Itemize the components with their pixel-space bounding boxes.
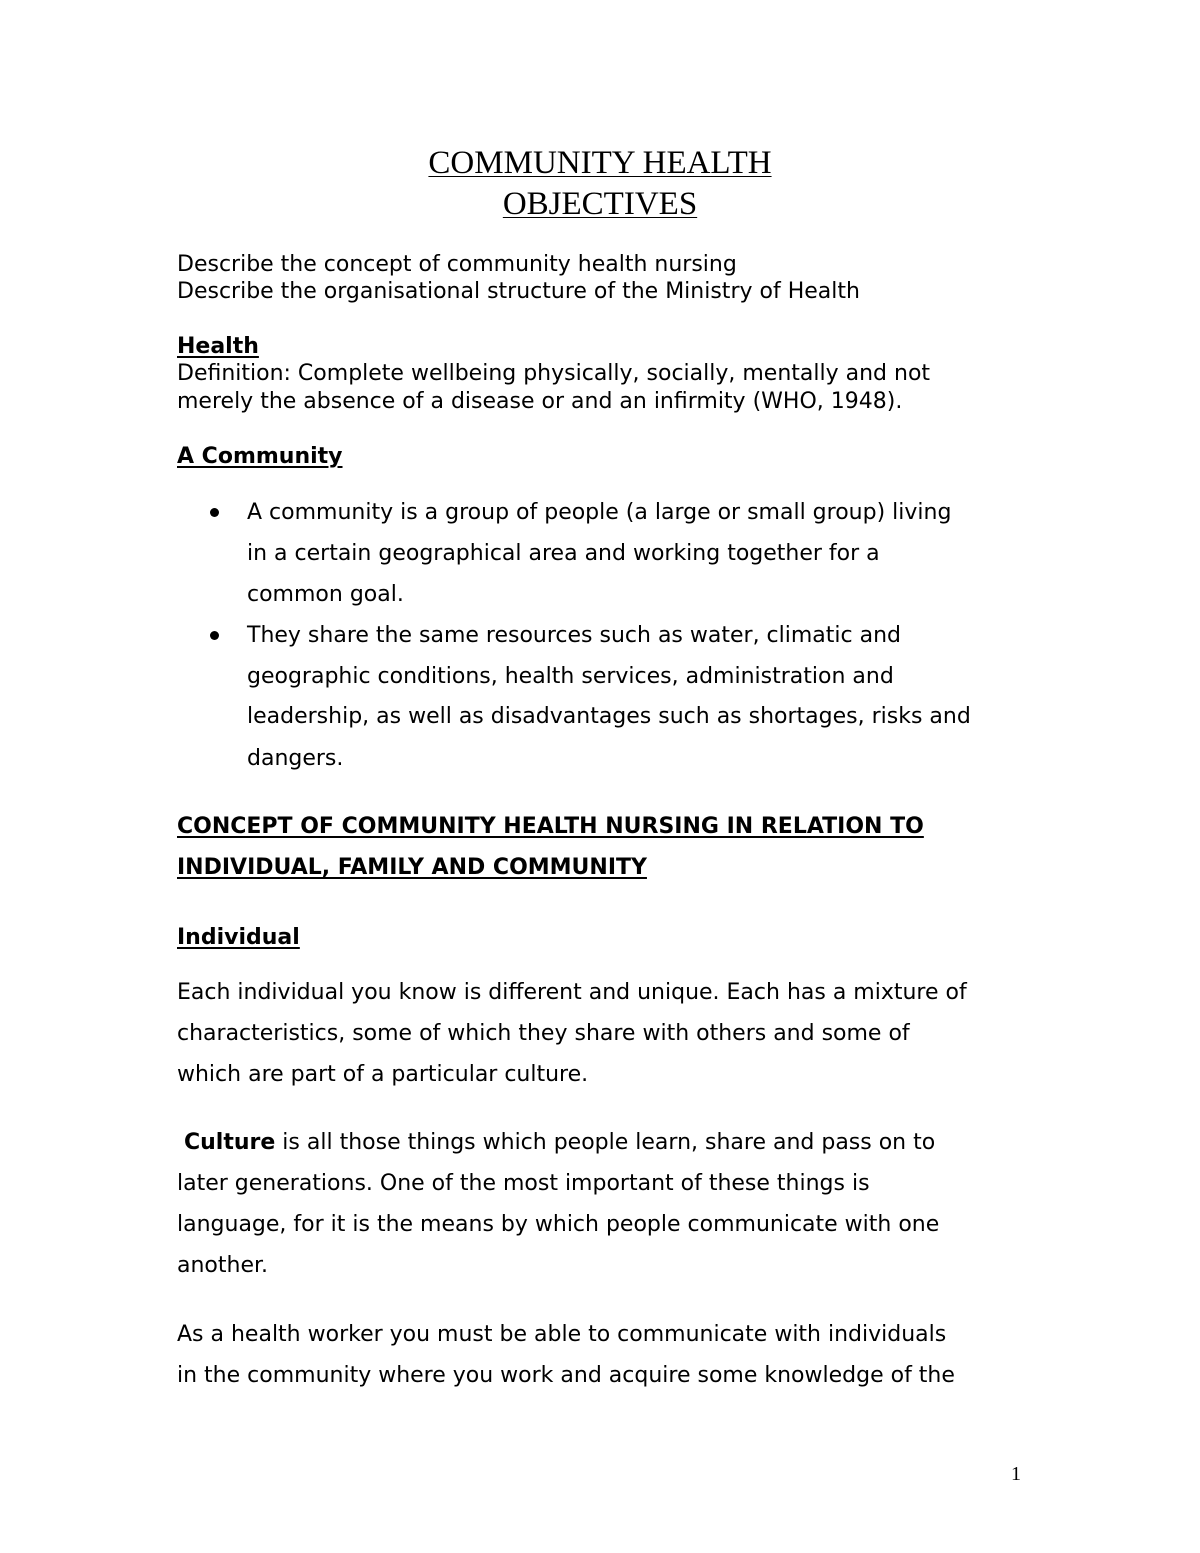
culture-paragraph-line: language, for it is the means by which people communicate with one [177,1212,940,1237]
community-bullet-line: leadership, as well as disadvantages such as shortages, risks and [247,704,971,729]
community-bullet-line: in a certain geographical area and working together for a [247,541,880,566]
concept-heading: CONCEPT OF COMMUNITY HEALTH NURSING IN RELATION TO [177,814,924,839]
community-bullet-line: geographic conditions, health services, administration and [247,664,894,689]
individual-paragraph-line: characteristics, some of which they share with others and some of [177,1021,910,1046]
health-heading: Health [177,334,259,359]
community-bullet-line: dangers. [247,746,344,771]
community-bullet-line: A community is a group of people (a large or small group) living [247,500,952,525]
culture-term: Culture [184,1130,276,1155]
culture-definition: is all those things which people learn, share and pass on to [275,1130,936,1155]
page-number: 1 [1011,1463,1021,1485]
culture-paragraph-line: later generations. One of the most important of these things is [177,1171,870,1196]
health-definition-line: Definition: Complete wellbeing physically, socially, mentally and not [177,361,931,386]
individual-paragraph-line: which are part of a particular culture. [177,1062,589,1087]
concept-heading: INDIVIDUAL, FAMILY AND COMMUNITY [177,855,647,880]
document-title: COMMUNITY HEALTH [428,145,772,181]
individual-paragraph-line: Each individual you know is different and unique. Each has a mixture of [177,980,967,1005]
culture-paragraph-line: another. [177,1253,269,1278]
objective-item: Describe the concept of community health nursing [177,252,737,277]
objectives-title: OBJECTIVES [502,186,698,222]
community-heading: A Community [177,444,343,469]
community-bullet-line: They share the same resources such as water, climatic and [247,623,902,648]
health-worker-paragraph-line: As a health worker you must be able to communicate with individuals [177,1322,947,1347]
objective-item: Describe the organisational structure of the Ministry of Health [177,279,860,304]
bullet-icon [207,502,221,516]
community-bullet-line: common goal. [247,582,404,607]
individual-heading: Individual [177,925,300,950]
health-worker-paragraph-line: in the community where you work and acquire some knowledge of the [177,1363,955,1388]
culture-paragraph-line [184,1132,935,1154]
health-definition-line: merely the absence of a disease or and an infirmity (WHO, 1948). [177,389,903,414]
bullet-icon [207,625,221,639]
